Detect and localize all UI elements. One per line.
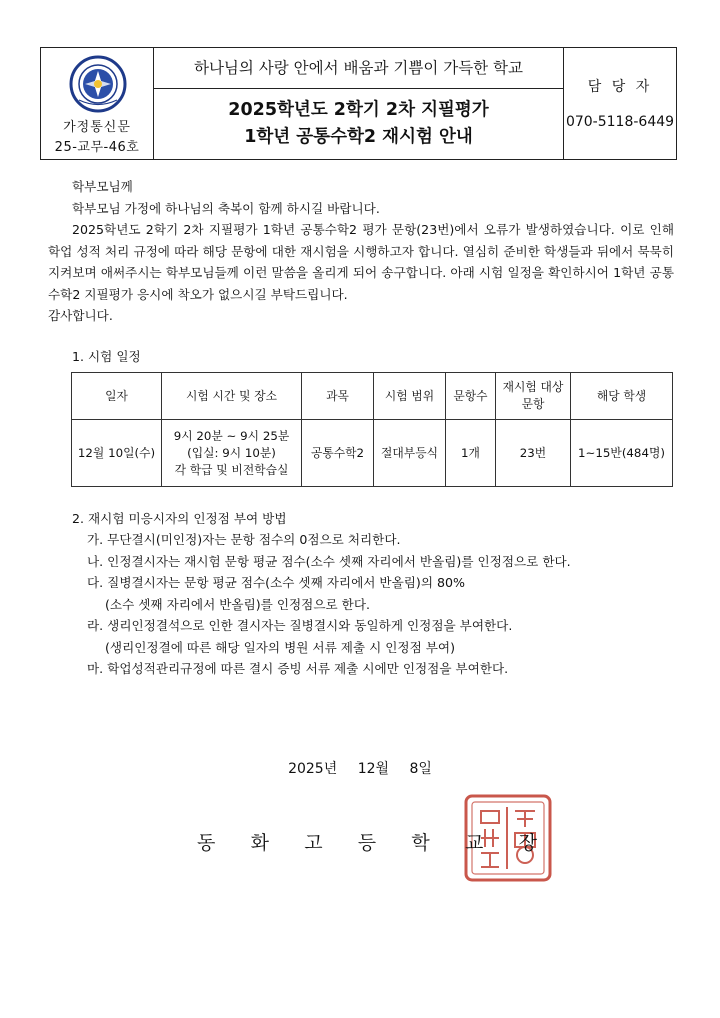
col-count: 문항수 <box>446 373 496 420</box>
exam-time: 9시 20분 ~ 9시 25분 <box>173 428 290 443</box>
cell-count: 1개 <box>446 420 496 487</box>
col-date: 일자 <box>72 373 162 420</box>
list-item: 마. 학업성적관리규정에 따른 결시 증빙 서류 제출 시에만 인정점을 부여한다. <box>87 661 509 676</box>
greeting: 학부모님께 <box>72 179 133 194</box>
notice-header <box>40 47 677 160</box>
document-number: 25-교무-46호 <box>54 140 140 155</box>
issue-date <box>0 758 720 778</box>
table-header-row <box>72 373 673 420</box>
cell-question: 23번 <box>496 420 571 487</box>
list-item-continuation: (소수 셋째 자리에서 반올림)를 인정점으로 한다. <box>105 596 370 612</box>
thanks: 감사합니다. <box>48 308 113 323</box>
document-type: 가정통신문 <box>63 120 131 135</box>
school-char: 교 <box>464 832 484 854</box>
list-item: 라. 생리인정결석으로 인한 결시자는 질병결시와 동일하게 인정점을 부여한다. <box>87 618 513 633</box>
cell-date: 12월 10일(수) <box>72 420 162 487</box>
col-subject: 과목 <box>302 373 374 420</box>
exam-schedule-table <box>71 372 673 487</box>
title-line-2: 1학년 공통수학2 재시험 안내 <box>244 127 473 147</box>
entry-time: (입실: 9시 10분) <box>187 445 276 460</box>
section-2-heading: 2. 재시험 미응시자의 인정점 부여 방법 <box>72 511 287 526</box>
issue-year: 2025년 <box>288 761 338 777</box>
title-line-1: 2025학년도 2학기 2차 지필평가 <box>228 100 489 120</box>
school-char: 고 <box>304 832 323 854</box>
school-char: 동 <box>197 832 216 854</box>
col-students: 해당 학생 <box>571 373 673 420</box>
table-row <box>72 420 673 487</box>
col-scope: 시험 범위 <box>374 373 446 420</box>
school-char: 화 <box>250 832 269 854</box>
main-paragraph: 2025학년도 2학기 2차 지필평가 1학년 공통수학2 평가 문항(23번)에서 오류가 발생하였습니다. 이로 인해 학업 성적 처리 규정에 따라 해당 문항에 대한 재시험을 시행하고자 합니다. 열심히 준비한 학생들과 뒤에서 묵묵히 지켜보며 애써주시는 학부모님들께 이런 말씀을 올리게 되어 송구합니다. 아래 시험 일정을 확인하시어 1학년 공통수학2 지필평가 응시에 착오가 없으시길 부탁드립니다. <box>48 222 674 302</box>
issue-month: 12월 <box>357 761 390 777</box>
cell-scope: 절대부등식 <box>374 420 446 487</box>
header-contact-cell <box>564 48 676 159</box>
section-1-heading: 1. 시험 일정 <box>72 349 141 364</box>
school-emblem-icon <box>69 55 127 113</box>
school-char: 등 <box>357 832 377 854</box>
col-target-question: 재시험 대상 문항 <box>496 373 571 420</box>
header-left-cell <box>41 48 154 159</box>
exam-place: 각 학급 및 비전학습실 <box>174 462 289 477</box>
list-item: 가. 무단결시(미인정)자는 문항 점수의 0점으로 처리한다. <box>87 532 401 547</box>
list-item: 나. 인정결시자는 재시험 문항 평균 점수(소수 셋째 자리에서 반올림)를 인정점으로 한다. <box>87 553 571 569</box>
list-item-continuation: (생리인정결에 따른 해당 일자의 병원 서류 제출 시 인정점 부여) <box>105 639 455 655</box>
school-motto: 하나님의 사랑 안에서 배움과 기쁨이 가득한 학교 <box>154 48 563 89</box>
school-char: 장 <box>518 832 537 854</box>
issue-day: 8일 <box>409 761 432 777</box>
notice-title <box>154 89 563 159</box>
school-char: 학 <box>411 832 430 854</box>
header-middle-cell <box>154 48 564 159</box>
makeup-rules-list <box>87 529 687 680</box>
list-item: 다. 질병결시자는 문항 평균 점수(소수 셋째 자리에서 반올림)의 80% <box>87 575 465 590</box>
contact-phone: 070-5118-6449 <box>565 114 675 130</box>
school-principal-signature <box>197 828 537 855</box>
letter-body <box>48 176 674 327</box>
blessing: 학부모님 가정에 하나님의 축복이 함께 하시길 바랍니다. <box>72 200 380 216</box>
col-time-place: 시험 시간 및 장소 <box>162 373 302 420</box>
cell-subject: 공통수학2 <box>302 420 374 487</box>
contact-label: 담 당 자 <box>587 79 653 95</box>
cell-students: 1~15반(484명) <box>571 420 673 487</box>
cell-time-place <box>162 420 302 487</box>
